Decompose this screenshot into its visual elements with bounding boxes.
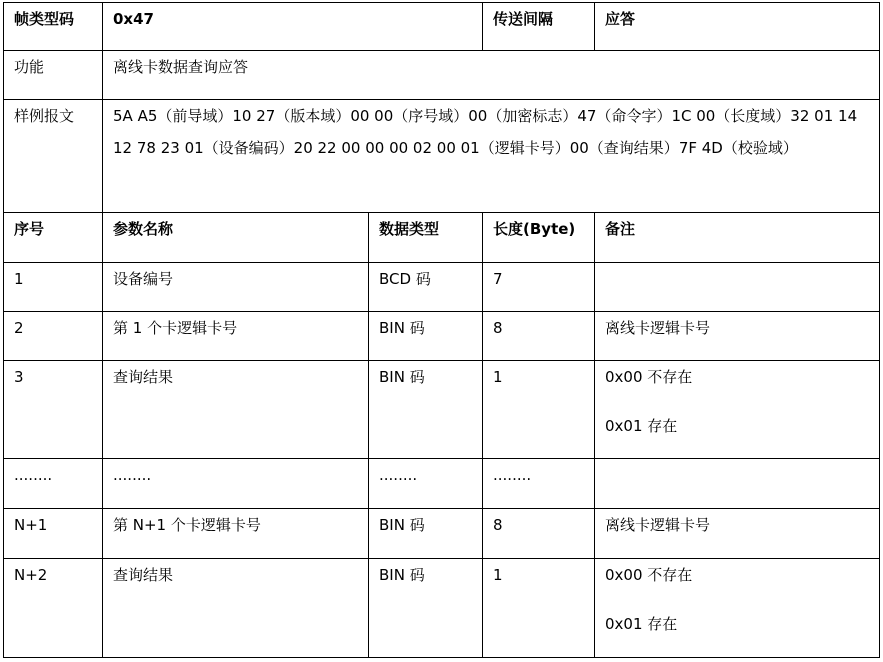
function-value: 离线卡数据查询应答 [103,51,880,100]
row-type: BIN 码 [369,312,483,361]
table-row [4,509,880,559]
row-length: 1 [483,559,595,658]
reply-label: 应答 [595,3,880,51]
col-param-header: 参数名称 [103,213,369,263]
row-seq: 1 [4,263,103,312]
row-seq: 2 [4,312,103,361]
row-seq: N+2 [4,559,103,658]
row-note: 离线卡逻辑卡号 [595,509,880,559]
row-length: 7 [483,263,595,312]
row-length: ........ [483,459,595,509]
row-note [595,559,880,658]
row-param: 查询结果 [103,361,369,459]
sample-row [4,100,880,213]
row-type: BIN 码 [369,361,483,459]
frame-type-value: 0x47 [103,3,483,51]
interval-label: 传送间隔 [483,3,595,51]
row-param: 设备编号 [103,263,369,312]
row-param: 第 1 个卡逻辑卡号 [103,312,369,361]
function-row [4,51,880,100]
note-line: 0x00 不存在 [605,368,693,386]
sample-message: 5A A5（前导域）10 27（版本域）00 00（序号域）00（加密标志）47（命令字）1C 00（长度域）32 01 14 12 78 23 01（设备编码）20 22 00 00 00 02 00 01（逻辑卡号）00（查询结果）7F 4D（校验域） [103,100,880,213]
row-note [595,459,880,509]
row-type: BIN 码 [369,559,483,658]
row-length: 1 [483,361,595,459]
note-line: 0x01 存在 [605,417,678,435]
row-type: BCD 码 [369,263,483,312]
row-length: 8 [483,509,595,559]
row-seq: N+1 [4,509,103,559]
row-seq: 3 [4,361,103,459]
column-header-row [4,213,880,263]
row-param: 查询结果 [103,559,369,658]
col-length-header: 长度(Byte) [483,213,595,263]
sample-label: 样例报文 [4,100,103,213]
row-note [595,263,880,312]
row-note: 离线卡逻辑卡号 [595,312,880,361]
note-line: 0x00 不存在 [605,566,693,584]
row-type: ........ [369,459,483,509]
frame-spec-table [3,2,880,658]
row-length: 8 [483,312,595,361]
col-seq-header: 序号 [4,213,103,263]
table-row [4,263,880,312]
row-type: BIN 码 [369,509,483,559]
table-row [4,312,880,361]
table-row [4,361,880,459]
frame-type-label: 帧类型码 [4,3,103,51]
col-note-header: 备注 [595,213,880,263]
col-type-header: 数据类型 [369,213,483,263]
row-param: ........ [103,459,369,509]
row-param: 第 N+1 个卡逻辑卡号 [103,509,369,559]
frame-type-row [4,3,880,51]
row-seq: ........ [4,459,103,509]
note-line: 0x01 存在 [605,615,678,633]
function-label: 功能 [4,51,103,100]
table-row [4,559,880,658]
table-row-ellipsis [4,459,880,509]
row-note [595,361,880,459]
